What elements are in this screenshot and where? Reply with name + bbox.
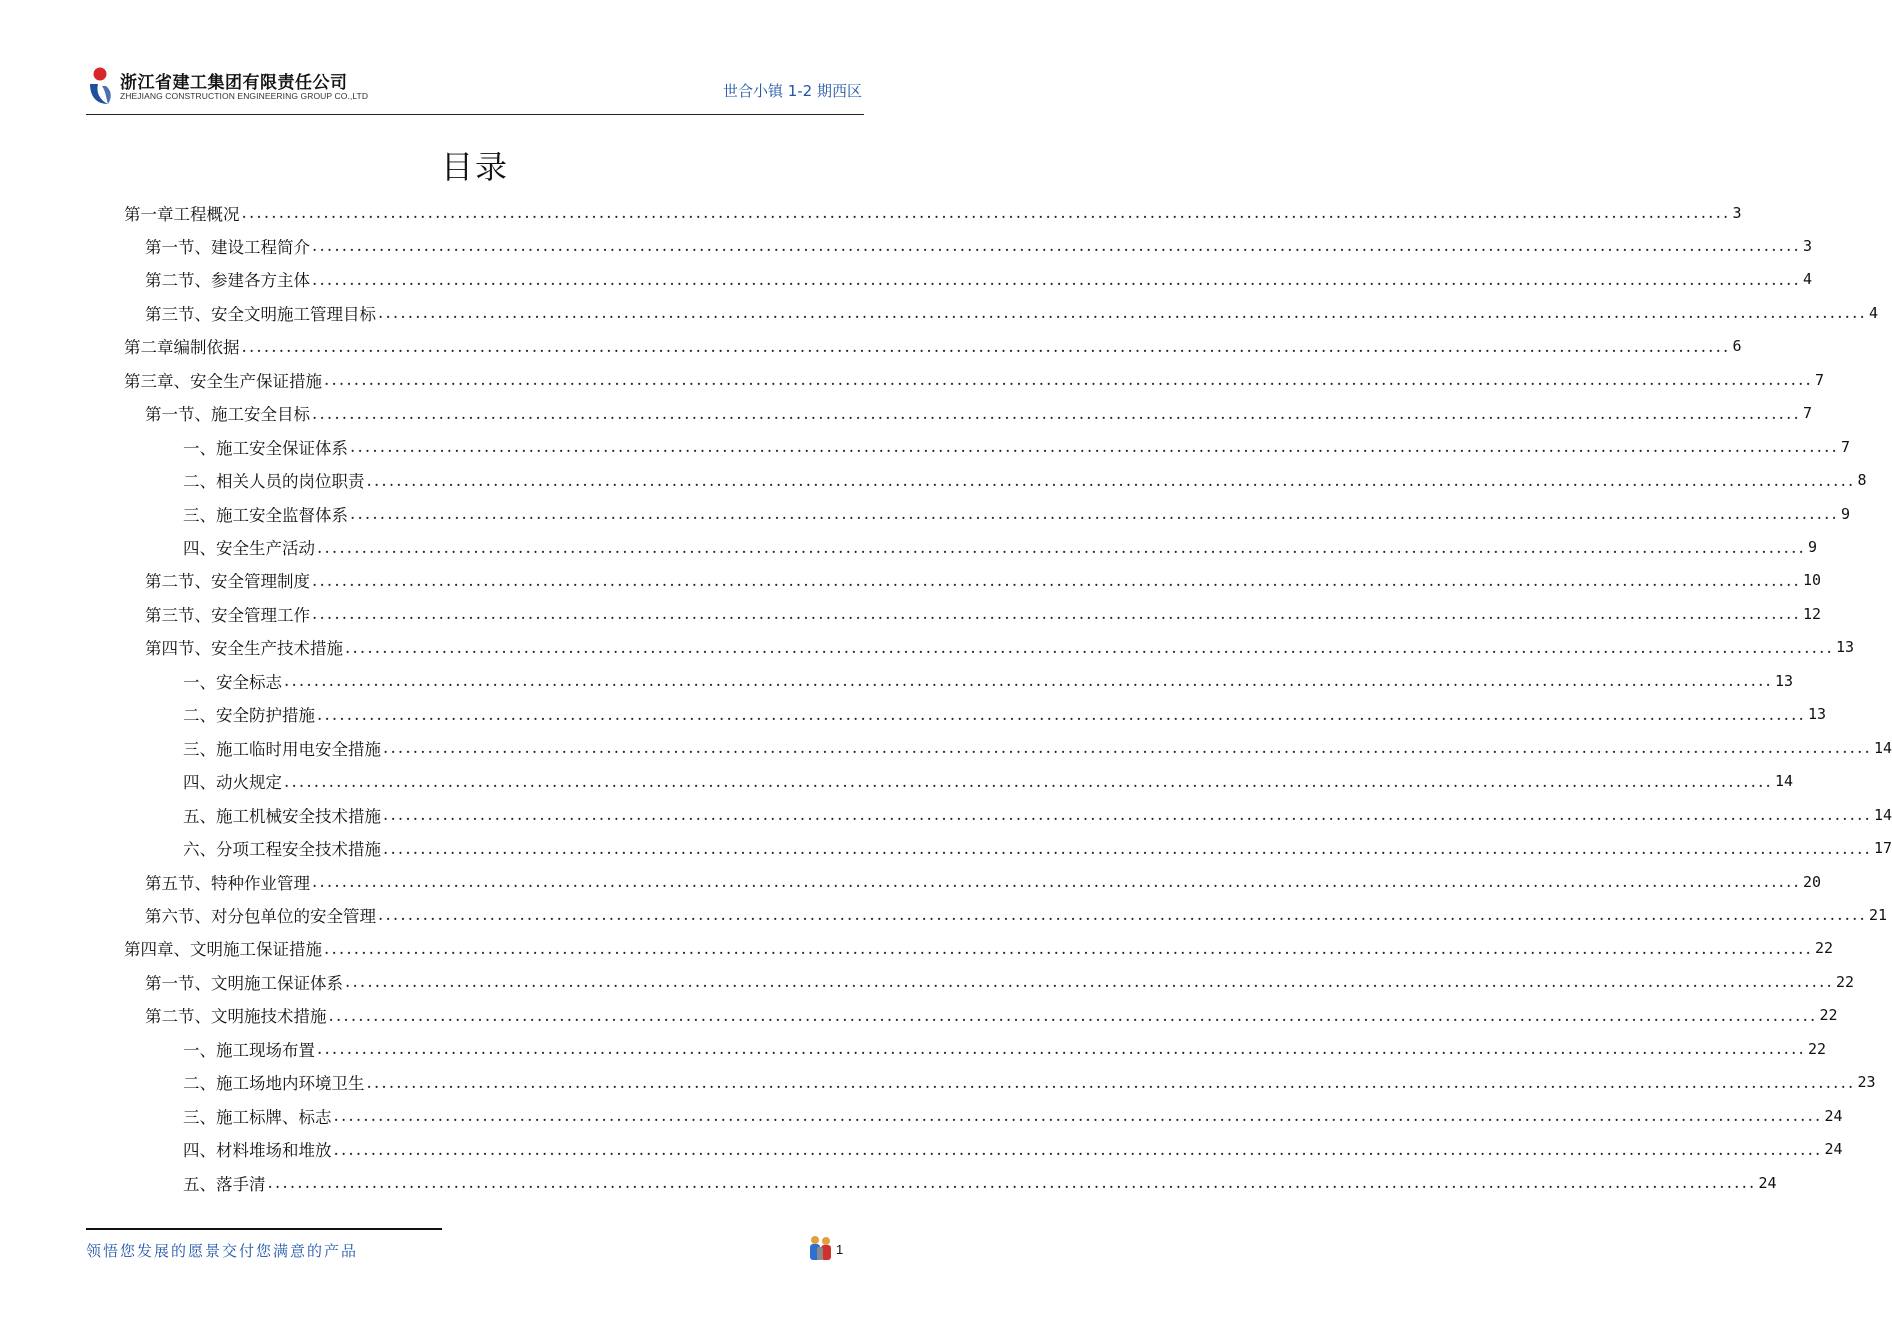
toc-entry-page: 24 xyxy=(1824,1106,1843,1125)
toc-entry-title: 第四节、安全生产技术措施 xyxy=(145,639,343,659)
page-header xyxy=(86,62,864,115)
toc-dot-leader: ........................................................................................................................................................................................................ xyxy=(378,905,1867,925)
toc-entry-page: 20 xyxy=(1802,872,1822,891)
toc-dot-leader: ........................................................................................................................................................................................................ xyxy=(312,872,1801,891)
toc-entry-page: 7 xyxy=(1802,404,1813,423)
toc-entry[interactable] xyxy=(183,1032,1827,1065)
toc-dot-leader: ........................................................................................................................................................................................................ xyxy=(312,570,1801,590)
toc-entry-title: 五、施工机械安全技术措施 xyxy=(183,806,381,826)
toc-dot-leader: ........................................................................................................................................................................................................ xyxy=(333,1106,1823,1126)
toc-entry-page: 14 xyxy=(1873,805,1892,824)
toc-entry-page: 7 xyxy=(1840,437,1851,456)
toc-entry[interactable] xyxy=(124,330,1742,363)
toc-entry-page: 7 xyxy=(1814,370,1825,389)
toc-entry-page: 22 xyxy=(1819,1006,1838,1025)
toc-entry-title: 第五节、特种作业管理 xyxy=(145,873,310,893)
toc-entry[interactable] xyxy=(124,932,1834,965)
toc-dot-leader: ........................................................................................................................................................................................................ xyxy=(366,470,1856,490)
toc-entry[interactable] xyxy=(183,1166,1777,1199)
toc-dot-leader: ........................................................................................................................................................................................................ xyxy=(284,671,1773,691)
toc-dot-leader: ........................................................................................................................................................................................................ xyxy=(378,303,1867,323)
toc-entry-page: 3 xyxy=(1732,203,1742,222)
toc-entry[interactable] xyxy=(145,397,1813,430)
toc-entry-title: 第二章编制依据 xyxy=(124,338,240,358)
toc-dot-leader: ........................................................................................................................................................................................................ xyxy=(383,838,1872,858)
toc-entry-page: 6 xyxy=(1732,337,1742,356)
toc-entry-page: 23 xyxy=(1857,1073,1876,1092)
toc-entry[interactable] xyxy=(183,765,1794,798)
toc-entry[interactable] xyxy=(145,263,1813,296)
toc-entry-title: 第二节、安全管理制度 xyxy=(145,572,310,592)
toc-entry-title: 一、施工现场布置 xyxy=(183,1040,315,1060)
toc-entry[interactable] xyxy=(145,965,1855,998)
toc-entry-page: 21 xyxy=(1868,905,1888,924)
toc-dot-leader: ........................................................................................................................................................................................................ xyxy=(324,370,1813,390)
toc-entry[interactable] xyxy=(145,898,1888,931)
toc-entry-page: 10 xyxy=(1802,571,1822,590)
toc-entry[interactable] xyxy=(183,832,1892,865)
toc-entry-page: 24 xyxy=(1758,1173,1777,1192)
toc-entry-page: 22 xyxy=(1814,939,1834,958)
toc-entry-title: 三、施工安全监督体系 xyxy=(183,505,348,525)
toc-dot-leader: ........................................................................................................................................................................................................ xyxy=(317,1039,1806,1059)
toc-dot-leader: ........................................................................................................................................................................................................ xyxy=(345,637,1834,657)
toc-entry-title: 第一节、建设工程简介 xyxy=(145,237,310,257)
toc-entry-page: 17 xyxy=(1873,839,1892,858)
toc-entry-title: 二、施工场地内环境卫生 xyxy=(183,1074,365,1094)
toc-entry[interactable] xyxy=(183,664,1794,697)
toc-entry[interactable] xyxy=(124,196,1742,229)
toc-entry-page: 13 xyxy=(1807,705,1827,724)
toc-entry[interactable] xyxy=(183,698,1827,731)
toc-dot-leader: ........................................................................................................................................................................................................ xyxy=(324,938,1813,958)
toc-entry-title: 一、施工安全保证体系 xyxy=(183,438,348,458)
toc-dot-leader: ........................................................................................................................................................................................................ xyxy=(312,604,1801,624)
toc-entry-title: 三、施工临时用电安全措施 xyxy=(183,739,381,759)
toc-entry-page: 4 xyxy=(1868,303,1879,322)
people-group-icon xyxy=(808,1234,834,1262)
project-name: 世合小镇 1-2 期西区 xyxy=(722,82,862,100)
toc-entry[interactable] xyxy=(183,464,1867,497)
toc-entry-page: 22 xyxy=(1807,1039,1827,1058)
toc-entry-title: 第四章、文明施工保证措施 xyxy=(124,940,322,960)
toc-entry-title: 第一节、文明施工保证体系 xyxy=(145,973,343,993)
toc-dot-leader: ........................................................................................................................................................................................................ xyxy=(333,1139,1823,1159)
toc-dot-leader: ........................................................................................................................................................................................................ xyxy=(383,738,1872,758)
toc-entry[interactable] xyxy=(183,531,1818,564)
toc-entry-title: 第一章工程概况 xyxy=(124,204,240,224)
toc-entry-title: 第一节、施工安全目标 xyxy=(145,405,310,425)
footer-slogan: 领悟您发展的愿景交付您满意的产品 xyxy=(86,1242,359,1260)
toc-dot-leader: ........................................................................................................................................................................................................ xyxy=(312,269,1801,289)
toc-dot-leader: ........................................................................................................................................................................................................ xyxy=(284,771,1773,791)
toc-entry-page: 12 xyxy=(1802,604,1822,623)
toc-entry-title: 第三节、安全管理工作 xyxy=(145,605,310,625)
toc-entry-page: 13 xyxy=(1774,671,1794,690)
toc-entry-page: 3 xyxy=(1802,236,1813,255)
toc-dot-leader: ........................................................................................................................................................................................................ xyxy=(267,1173,1757,1193)
toc-entry-page: 14 xyxy=(1774,772,1794,791)
toc-entry-page: 9 xyxy=(1807,538,1818,556)
toc-dot-leader: ........................................................................................................................................................................................................ xyxy=(241,203,1731,222)
toc-entry[interactable] xyxy=(145,564,1822,597)
toc-entry[interactable] xyxy=(124,363,1825,396)
company-name: 浙江省建工集团有限责任公司 xyxy=(120,73,348,93)
toc-entry[interactable] xyxy=(183,430,1851,463)
toc-entry[interactable] xyxy=(183,731,1892,764)
toc-entry[interactable] xyxy=(145,229,1813,262)
toc-dot-leader: ........................................................................................................................................................................................................ xyxy=(312,236,1801,256)
toc-entry-title: 三、施工标牌、标志 xyxy=(183,1107,332,1127)
toc-entry[interactable] xyxy=(145,631,1855,664)
toc-dot-leader: ........................................................................................................................................................................................................ xyxy=(350,504,1839,524)
toc-entry[interactable] xyxy=(145,865,1822,898)
toc-dot-leader: ........................................................................................................................................................................................................ xyxy=(350,437,1839,457)
toc-dot-leader: ........................................................................................................................................................................................................ xyxy=(366,1072,1856,1092)
toc-entry[interactable] xyxy=(145,999,1838,1032)
toc-entry[interactable] xyxy=(145,597,1822,630)
toc-entry-title: 四、安全生产活动 xyxy=(183,539,315,558)
toc-entry-title: 第三章、安全生产保证措施 xyxy=(124,371,322,391)
toc-dot-leader: ........................................................................................................................................................................................................ xyxy=(328,1005,1818,1025)
toc-entry-title: 第二节、文明施技术措施 xyxy=(145,1007,327,1027)
toc-entry-title: 二、相关人员的岗位职责 xyxy=(183,472,365,492)
toc-dot-leader: ........................................................................................................................................................................................................ xyxy=(345,972,1834,992)
company-logo-icon xyxy=(86,66,116,110)
toc-entry-title: 第六节、对分包单位的安全管理 xyxy=(145,906,376,926)
company-name-english: ZHEJIANG CONSTRUCTION ENGINEERING GROUP CO.,LTD xyxy=(120,91,369,101)
toc-entry-title: 四、材料堆场和堆放 xyxy=(183,1141,332,1161)
toc-entry-title: 二、安全防护措施 xyxy=(183,706,315,726)
toc-entry-page: 13 xyxy=(1835,638,1855,657)
toc-entry-page: 8 xyxy=(1857,471,1867,490)
toc-entry-page: 9 xyxy=(1840,504,1851,523)
toc-entry-page: 14 xyxy=(1873,738,1892,757)
page-title: 目录 xyxy=(440,148,509,186)
toc-entry[interactable] xyxy=(145,296,1879,329)
toc-entry-title: 第三节、安全文明施工管理目标 xyxy=(145,304,376,324)
toc-entry[interactable] xyxy=(183,497,1851,530)
toc-entry-page: 24 xyxy=(1824,1140,1843,1159)
footer-divider xyxy=(86,1228,442,1230)
toc-entry[interactable] xyxy=(183,1133,1843,1166)
toc-dot-leader: ........................................................................................................................................................................................................ xyxy=(317,704,1806,724)
toc-dot-leader: ........................................................................................................................................................................................................ xyxy=(312,403,1801,423)
toc-entry-title: 五、落手清 xyxy=(183,1174,266,1194)
toc-entry-title: 四、动火规定 xyxy=(183,773,282,793)
toc-dot-leader: ........................................................................................................................................................................................................ xyxy=(383,805,1872,825)
toc-entry[interactable] xyxy=(183,1099,1843,1132)
toc-entry-page: 4 xyxy=(1802,270,1813,289)
toc-entry-title: 一、安全标志 xyxy=(183,672,282,692)
toc-entry[interactable] xyxy=(183,798,1892,831)
toc-dot-leader: ........................................................................................................................................................................................................ xyxy=(317,537,1806,557)
toc-entry-page: 22 xyxy=(1835,972,1855,991)
toc-entry[interactable] xyxy=(183,1066,1876,1099)
page-number: 1 xyxy=(836,1242,844,1257)
toc-dot-leader: ........................................................................................................................................................................................................ xyxy=(241,336,1731,356)
toc-entry-title: 六、分项工程安全技术措施 xyxy=(183,840,381,860)
toc-entry-title: 第二节、参建各方主体 xyxy=(145,271,310,291)
